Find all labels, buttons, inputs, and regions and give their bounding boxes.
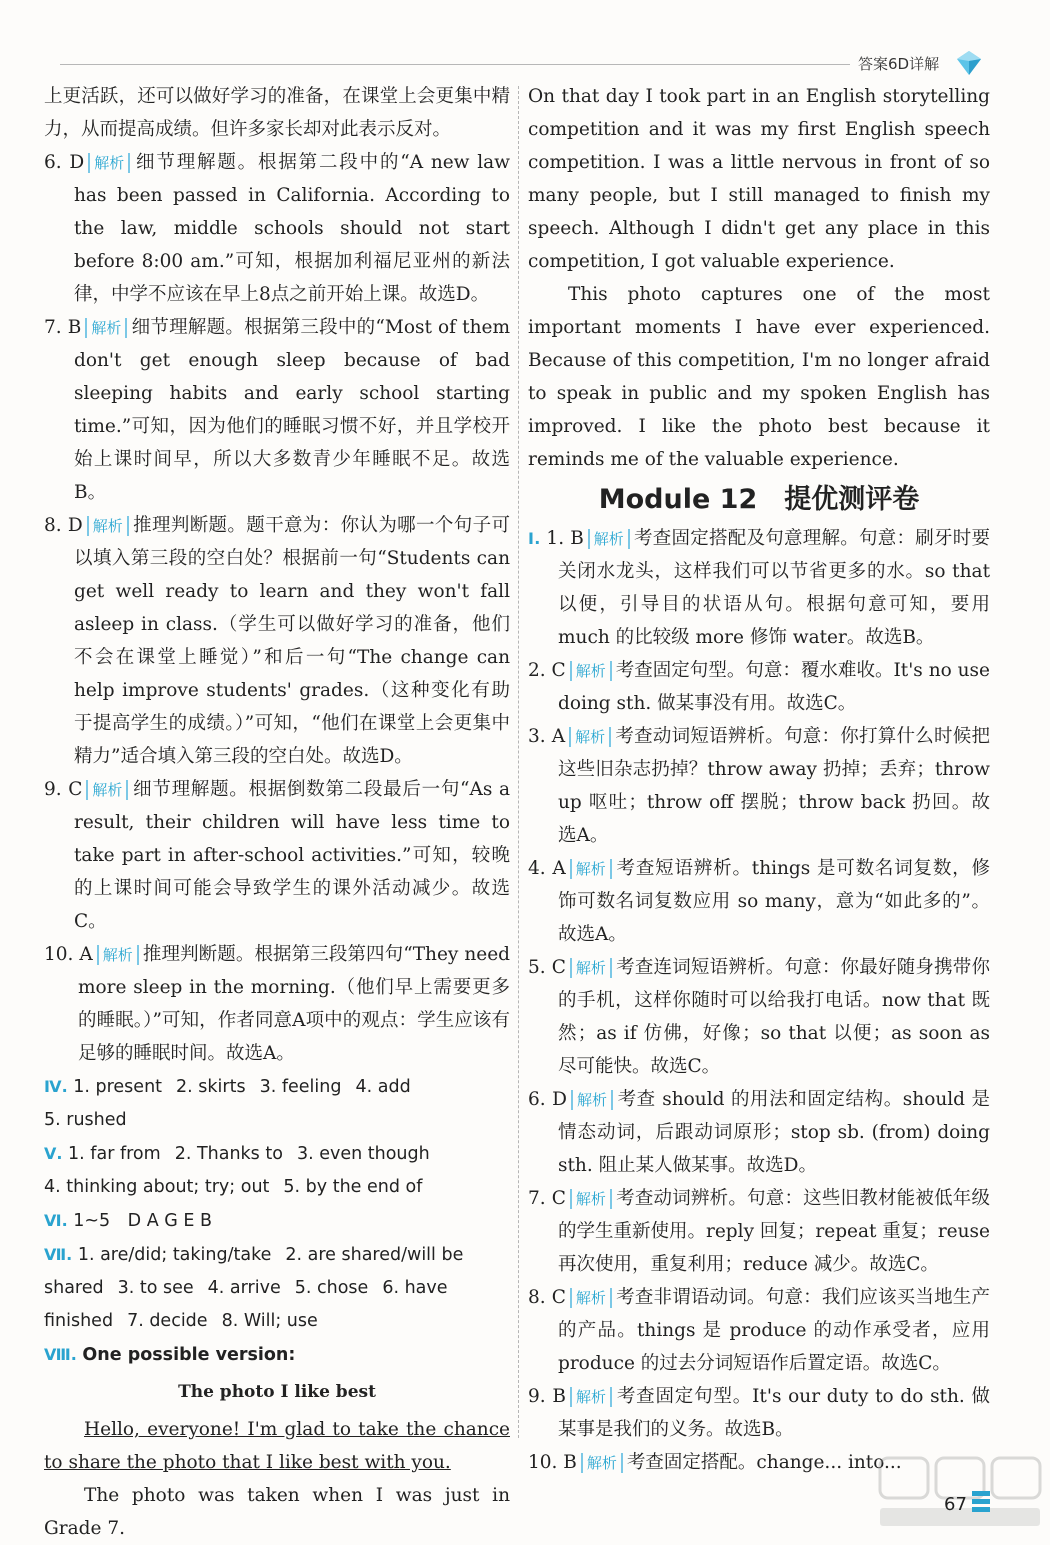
answer: 1. are/did; taking/take	[77, 1245, 272, 1265]
answer: 4. add	[355, 1077, 411, 1097]
answer-number: 3. A	[528, 726, 566, 747]
analysis-text: 考查 should 的用法和固定结构。should 是情态动词，后跟动词原形；stop sb. (from) doing sth. 阻止某人做某事。故选D。	[558, 1089, 990, 1176]
answer: 2. skirts	[176, 1077, 246, 1097]
analysis-tag: 解析	[88, 153, 130, 173]
answer: 7. decide	[127, 1311, 208, 1331]
answer: 8. Will; use	[221, 1311, 318, 1331]
answer: 4. thinking about; try; out	[44, 1177, 270, 1197]
analysis-tag: 解析	[570, 1288, 612, 1308]
test-item-8	[528, 1281, 990, 1380]
answer-number: 8. C	[528, 1287, 566, 1308]
answer-number: 9. B	[528, 1386, 566, 1407]
answer-number: 8. D	[44, 515, 83, 536]
test-item-4	[528, 852, 990, 951]
section-roman: Ⅰ.	[528, 529, 541, 548]
analysis-text: 考查固定句型。句意：覆水难收。It's no use doing sth. 做某事没有用。故选C。	[558, 660, 990, 714]
analysis-tag: 解析	[85, 318, 127, 338]
essay-paragraph-2-start: The photo was taken when I was just in Grade 7.	[44, 1485, 510, 1539]
essay-paragraph-2-cont: On that day I took part in an English storytelling competition and it was my first English speech competition. I was a little nervous in front of so many people, but I still managed to finish my speech. Although I didn't get any place in this competition, I got valuable experience.	[528, 86, 990, 272]
answer: 1~5 D A G E B	[73, 1211, 213, 1231]
section-7	[44, 1238, 510, 1338]
analysis-tag: 解析	[571, 1090, 613, 1110]
answer-number: 10. A	[44, 944, 93, 965]
analysis-text: 考查动词辨析。句意：这些旧教材能被低年级的学生重新使用。reply 回复；repeat 重复；reuse 再次使用，重复利用；reduce 减少。故选C。	[558, 1188, 990, 1275]
analysis-tag: 解析	[569, 727, 611, 747]
module-title: Module 12 提优测评卷	[598, 484, 920, 515]
answer: 3. even though	[296, 1144, 430, 1164]
answer-item-9	[44, 773, 510, 938]
answer-item-10	[44, 938, 510, 1070]
analysis-tag: 解析	[97, 945, 139, 965]
test-item-9	[528, 1380, 990, 1446]
answer: 5. rushed	[44, 1110, 127, 1130]
analysis-text: 细节理解题。根据第二段中的“A new law has been passed in California. According to the law, middle schools should not start before 8:00 am.”可知，根据加利福尼亚州的新法律，中学不应该在早上8点之前开始上课。故选D。	[74, 152, 510, 305]
answer: 3. to see	[117, 1278, 194, 1298]
test-item-1	[528, 522, 990, 654]
answer-number: 5. C	[528, 957, 566, 978]
answer: 5. chose	[294, 1278, 369, 1298]
analysis-text: 推理判断题。根据第三段第四句“They need more sleep in the morning.（他们早上需要更多的睡眠。）”可知，作者同意A项中的观点：学生应该有足够的睡眠时间。故选A。	[78, 944, 510, 1064]
test-item-5	[528, 951, 990, 1083]
analysis-text: 考查固定搭配。change... into...	[626, 1452, 902, 1473]
section-roman: Ⅴ.	[44, 1144, 63, 1163]
answer-item-6	[44, 146, 510, 311]
analysis-text: 考查动词短语辨析。句意：你打算什么时候把这些旧杂志扔掉？throw away 扔掉；丢弃；throw up 呕吐；throw off 摆脱；throw back 扔回。故选A。	[558, 726, 990, 846]
essay-title: The photo I like best	[178, 1382, 376, 1402]
section-8	[44, 1338, 510, 1372]
section-4	[44, 1070, 510, 1137]
answer: 1. present	[73, 1077, 163, 1097]
section-roman: Ⅳ.	[44, 1077, 68, 1096]
analysis-tag: 解析	[581, 1453, 623, 1473]
sample-label: One possible version:	[82, 1345, 296, 1365]
answer-number: 7. C	[528, 1188, 566, 1209]
analysis-text: 细节理解题。根据第三段中的“Most of them don't get enough sleep because of bad sleeping habits and early school starting time.”可知，因为他们的睡眠习惯不好，并且学校开始上课时间早，所以大多数青少年睡眠不足。故选B。	[74, 317, 510, 503]
analysis-text: 考查固定搭配及句意理解。句意：刷牙时要关闭水龙头，这样我们可以节省更多的水。so that 以便，引导目的状语从句。根据句意可知，要用 much 的比较级 more 修饰 water。故选B。	[558, 528, 990, 648]
essay-paragraph-3: This photo captures one of the most important moments I have ever experienced. Because of this competition, I'm no longer afraid to speak in public and my spoken English has improved. I like the photo best because it reminds me of the valuable experience.	[528, 284, 990, 470]
answer-number: 10. B	[528, 1452, 577, 1473]
page-marker-icon	[972, 1488, 990, 1514]
test-item-3	[528, 720, 990, 852]
analysis-text: 考查非谓语动词。句意：我们应该买当地生产的产品。things 是 produce 的动作承受者，应用 produce 的过去分词短语作后置定语。故选C。	[558, 1287, 990, 1374]
essay-paragraph-1: Hello, everyone! I'm glad to take the chance to share the photo that I like best with you.	[44, 1419, 510, 1473]
analysis-text: 考查固定句型。It's our duty to do sth. 做某事是我们的义务。故选B。	[558, 1386, 990, 1440]
gem-icon	[954, 48, 984, 78]
answer: 1. far from	[68, 1144, 161, 1164]
column-divider	[518, 86, 519, 1438]
analysis-text: 考查连词短语辨析。句意：你最好随身携带你的手机，这样你随时可以给我打电话。now that 既然；as if 仿佛，好像；so that 以便；as soon as 尽可能快。故选C。	[558, 957, 990, 1077]
answer: 6. have finished	[44, 1278, 448, 1331]
page-number: 67	[944, 1494, 967, 1515]
answer-number: 2. C	[528, 660, 566, 681]
header-title: 答案6D详解	[858, 55, 940, 73]
analysis-tag: 解析	[570, 859, 612, 879]
left-column	[44, 80, 510, 1545]
answer-number: 6. D	[528, 1089, 567, 1110]
header-rule	[60, 64, 850, 65]
answer: 4. arrive	[207, 1278, 281, 1298]
answer: 2. are shared/will be shared	[44, 1245, 464, 1298]
answer: 3. feeling	[259, 1077, 342, 1097]
analysis-text: 推理判断题。题干意为：你认为哪一个句子可以填入第三段的空白处？根据前一句“Students can get well ready to learn and they won't fall asleep in class.（学生可以做好学习的准备，他们不会在课堂上睡觉）”和后一句“The change can help improve students' grades.（这种变化有助于提高学生的成绩。）”可知，“他们在课堂上会更集中精力”适合填入第三段的空白处。故选D。	[74, 515, 510, 767]
analysis-tag: 解析	[588, 529, 630, 549]
analysis-tag: 解析	[570, 661, 612, 681]
test-item-7	[528, 1182, 990, 1281]
answer: 2. Thanks to	[174, 1144, 283, 1164]
analysis-tag: 解析	[570, 1387, 612, 1407]
analysis-tag: 解析	[86, 780, 128, 800]
answer-number: 1. B	[546, 528, 584, 549]
right-column	[528, 80, 990, 1479]
analysis-text: 考查短语辨析。things 是可数名词复数，修饰可数名词复数应用 so many，意为“如此多的”。故选A。	[558, 858, 990, 945]
answer-item-7	[44, 311, 510, 509]
watermark-logo	[870, 1450, 1050, 1536]
section-5	[44, 1137, 510, 1204]
answer-item-8	[44, 509, 510, 773]
section-roman: Ⅶ.	[44, 1245, 73, 1264]
analysis-tag: 解析	[570, 1189, 612, 1209]
test-item-2	[528, 654, 990, 720]
continued-text: 上更活跃，还可以做好学习的准备，在课堂上会更集中精力，从而提高成绩。但许多家长却对此表示反对。	[44, 86, 510, 140]
answer-number: 7. B	[44, 317, 82, 338]
answer-number: 6. D	[44, 152, 85, 173]
analysis-text: 细节理解题。根据倒数第二段最后一句“As a result, their children will have less time to take part in after-school activities.”可知，较晚的上课时间可能会导致学生的课外活动减少。故选C。	[74, 779, 510, 932]
section-6	[44, 1204, 510, 1238]
section-roman: Ⅵ.	[44, 1211, 68, 1230]
section-roman: Ⅷ.	[44, 1345, 77, 1364]
answer-number: 9. C	[44, 779, 83, 800]
test-item-6	[528, 1083, 990, 1182]
answer: 5. by the end of	[283, 1177, 423, 1197]
analysis-tag: 解析	[570, 958, 612, 978]
answer-number: 4. A	[528, 858, 566, 879]
analysis-tag: 解析	[87, 516, 129, 536]
